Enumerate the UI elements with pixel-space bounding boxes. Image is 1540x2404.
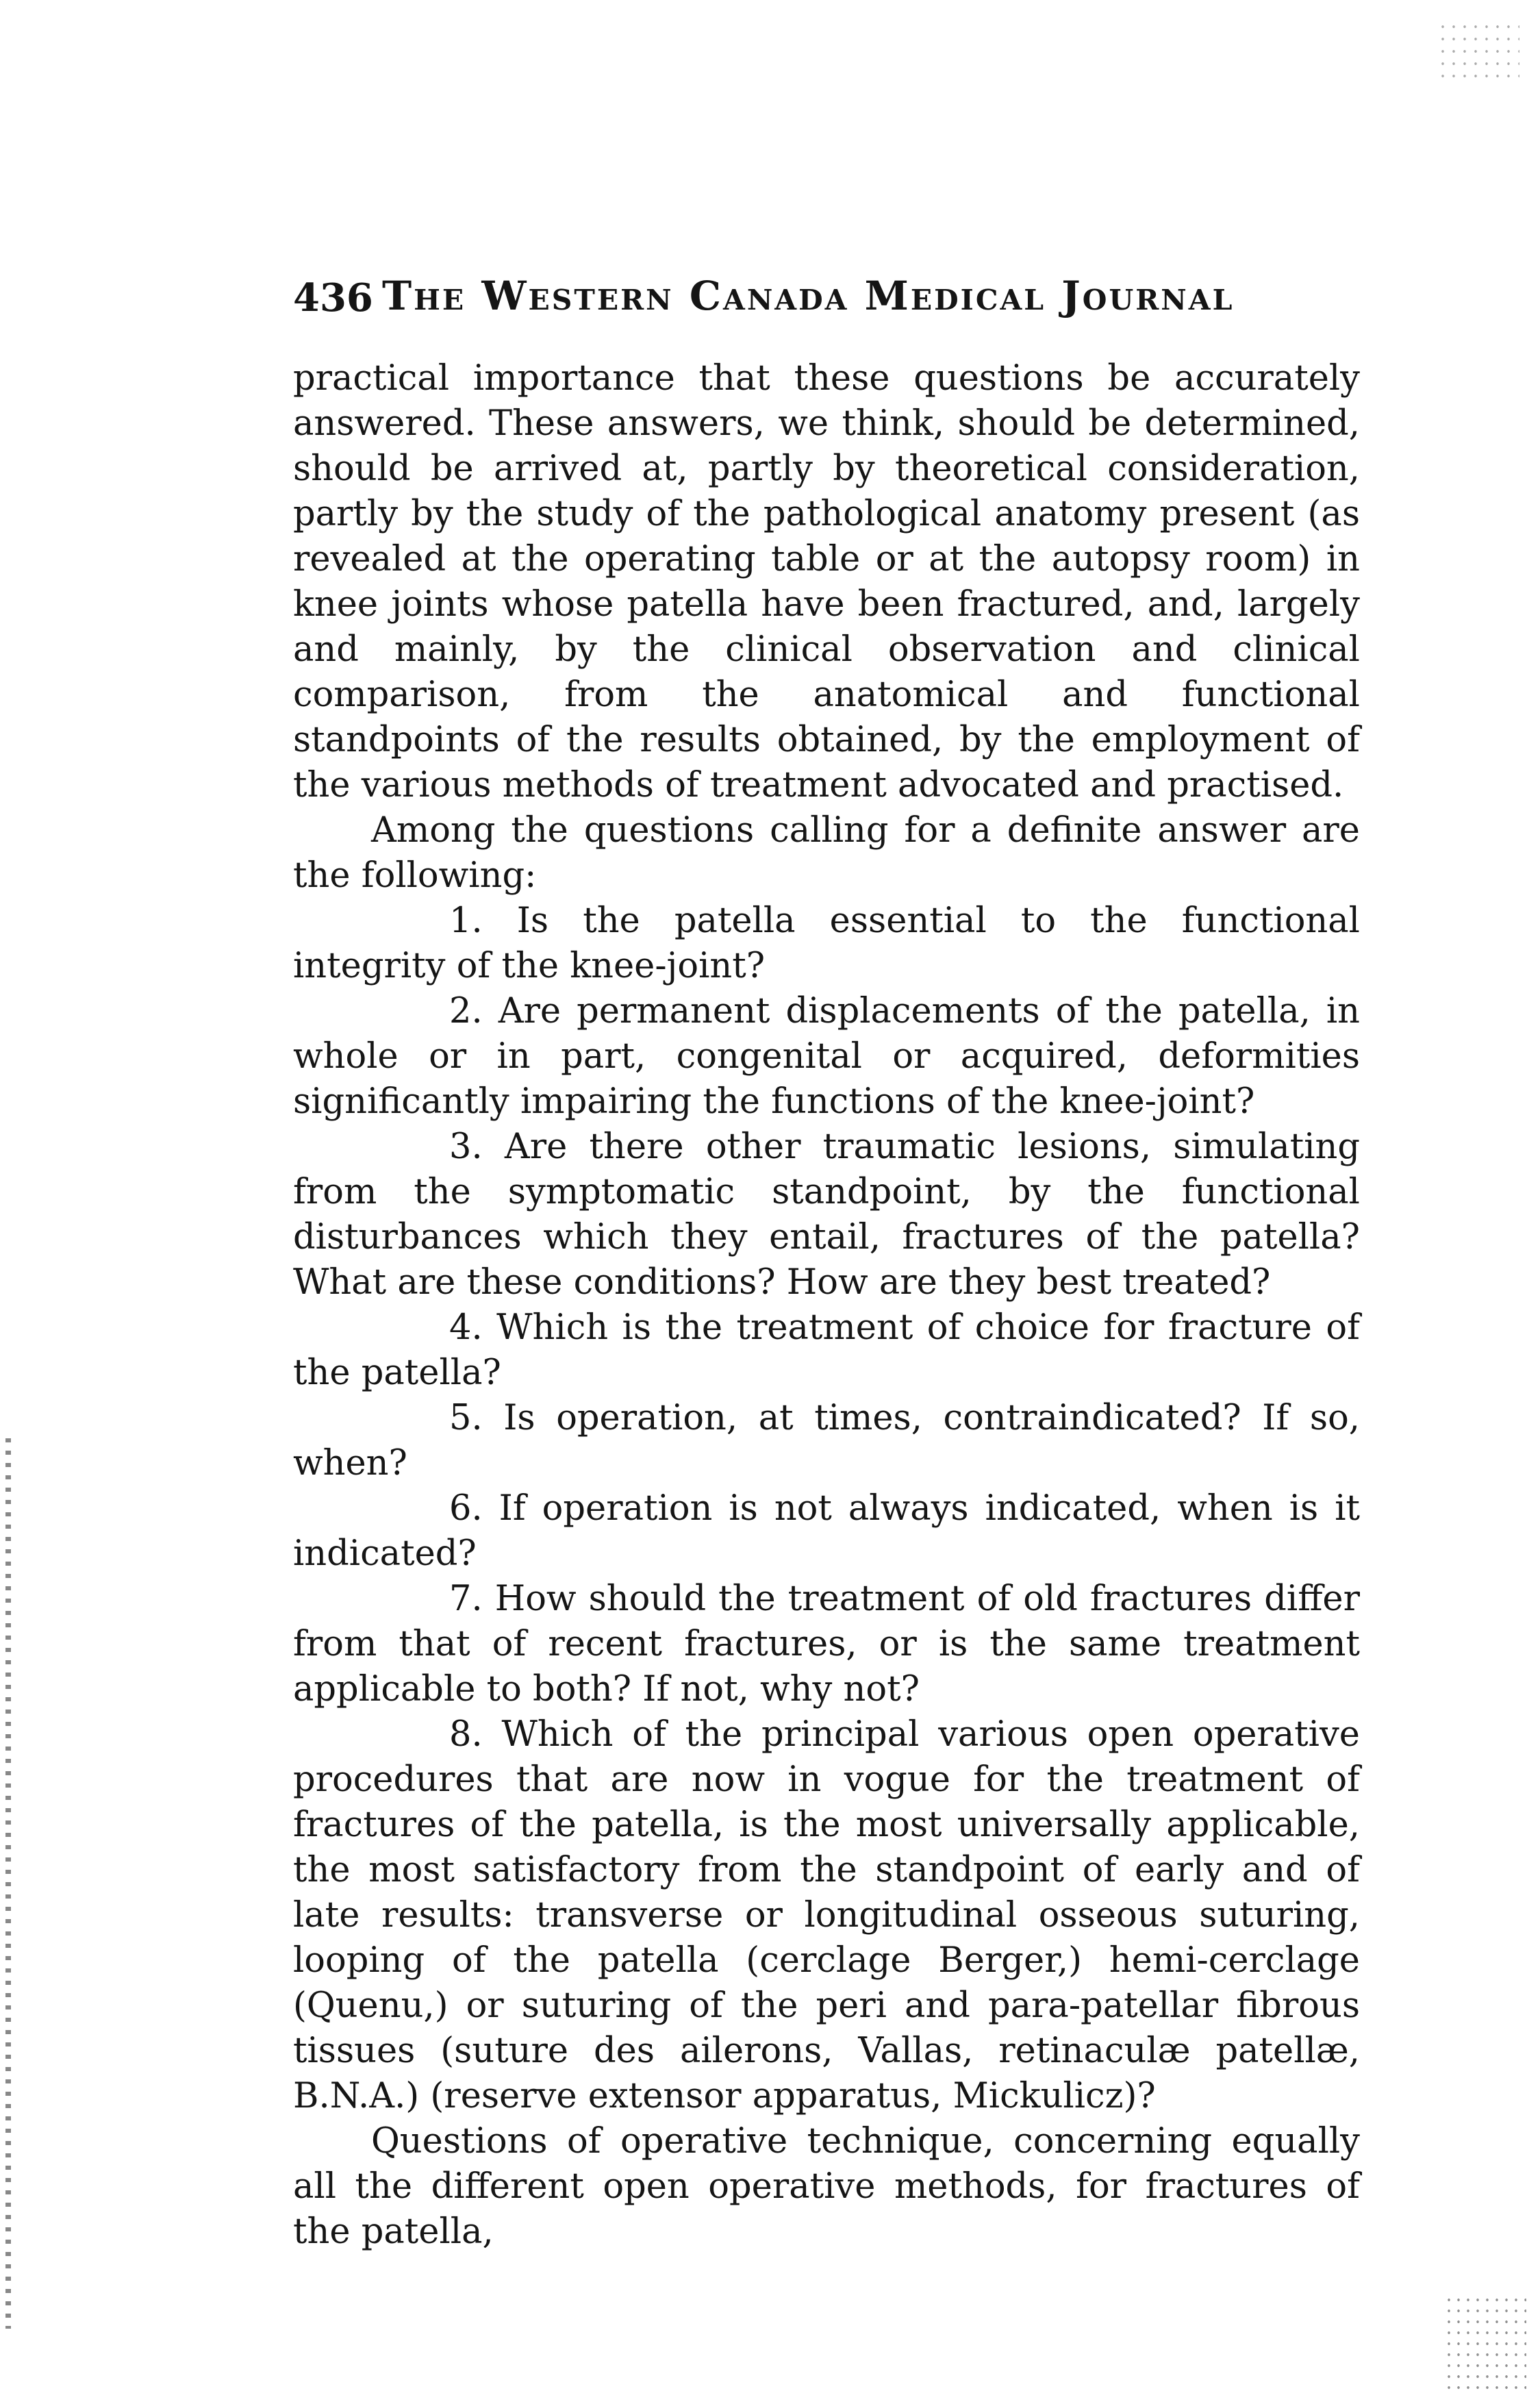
question-item	[293, 1305, 1360, 1396]
question-item	[293, 1396, 1360, 1486]
question-text: If operation is not always indicated, when is it indicated?	[293, 1488, 1360, 1574]
question-number: 4.	[449, 1307, 483, 1348]
question-item	[293, 1712, 1360, 2119]
scan-noise-top-right	[1437, 21, 1519, 82]
paragraph-intro-questions: Among the questions calling for a definite answer are the following:	[293, 810, 1360, 896]
question-text: Are there other traumatic lesions, simulating from the symptomatic standpoint, by the functional disturbances which they entail, fractures of the patella? What are these conditions? How are they best treated?	[293, 1127, 1360, 1303]
question-item	[293, 899, 1360, 989]
question-number: 7.	[449, 1579, 483, 1619]
question-number: 6.	[449, 1488, 483, 1529]
question-number: 8.	[449, 1714, 483, 1755]
question-text: Is operation, at times, contraindicated? If so, when?	[293, 1398, 1360, 1483]
question-number: 1.	[449, 901, 483, 941]
paragraph-operative-technique: Questions of operative technique, concerning equally all the different open operative methods, for fractures of the patella,	[293, 2121, 1360, 2252]
paragraph-continuation: practical importance that these questions be accurately answered. These answers, we think, should be determined, should be arrived at, partly by theoretical consideration, partly by the study of the pathological anatomy present (as revealed at the operating table or at the autopsy room) in knee joints whose patella have been fractured, and, largely and mainly, by the clinical observation and clinical comparison, from the anatomical and functional standpoints of the results obtained, by the employment of the various methods of treatment advocated and practised.	[293, 358, 1360, 805]
question-item	[293, 989, 1360, 1125]
question-text: Which of the principal various open operative procedures that are now in vogue for the treatment of fractures of the patella, is the most universally applicable, the most satisfactory from the standpoint of early and of late results: transverse or longitudinal osseous suturing, looping of the patella (cerclage Berger,) hemi-cerclage (Quenu,) or suturing of the peri and para-patellar fibrous tissues (suture des ailerons, Vallas, retinaculæ patellæ, B.N.A.) (reserve extensor apparatus, Mickulicz)?	[293, 1714, 1360, 2116]
question-text: How should the treatment of old fractures differ from that of recent fractures, or is the same treatment applicable to both? If not, why not?	[293, 1579, 1360, 1710]
article-body	[293, 356, 1360, 2252]
question-item	[293, 1486, 1360, 1577]
question-number: 3.	[449, 1127, 483, 1167]
question-text: Are permanent displacements of the patella, in whole or in part, congenital or acquired, deformities significantly impairing the functions of the knee-joint?	[293, 991, 1360, 1122]
scan-edge-artifact	[5, 1438, 11, 2329]
running-header	[293, 268, 1361, 330]
question-text: Is the patella essential to the functional integrity of the knee-joint?	[293, 901, 1360, 986]
page-number: 436	[293, 275, 373, 321]
question-number: 5.	[449, 1398, 483, 1438]
question-number: 2.	[449, 991, 483, 1031]
scan-noise-bottom-right	[1444, 2294, 1526, 2390]
question-item	[293, 1577, 1360, 1712]
journal-title: The Western Canada Medical Journal	[382, 273, 1235, 319]
question-item	[293, 1125, 1360, 1305]
question-text: Which is the treatment of choice for fracture of the patella?	[293, 1307, 1360, 1393]
